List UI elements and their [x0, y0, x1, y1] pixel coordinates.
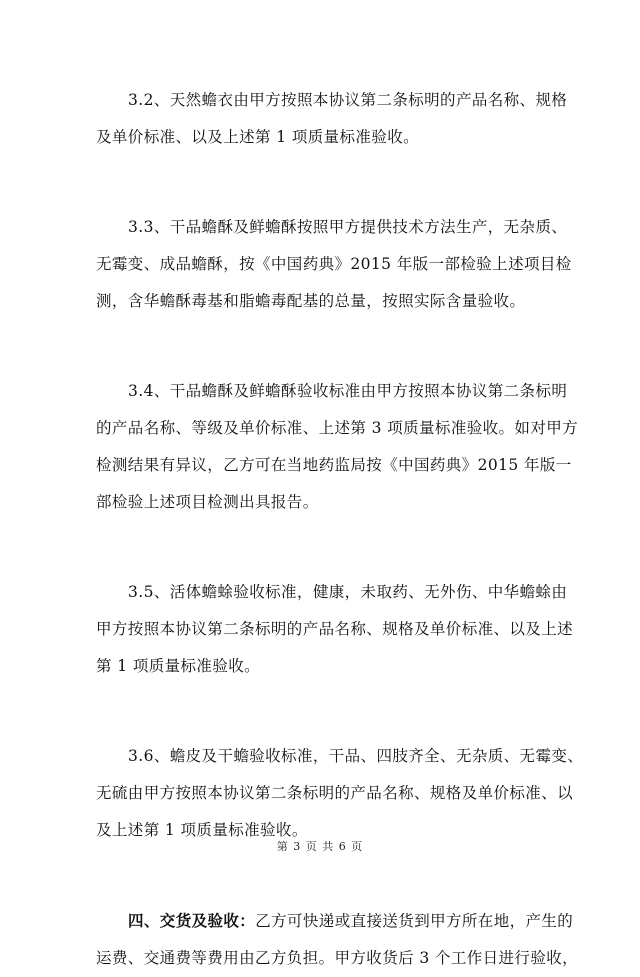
paragraph-line: 的产品名称、等级及单价标准、上述第 3 项质量标准验收。如对甲方 [96, 419, 579, 437]
section-heading: 四、交货及验收： [128, 911, 256, 930]
paragraph-line: 3.4、干品蟾酥及鲜蟾酥验收标准由甲方按照本协议第二条标明 [128, 382, 568, 400]
paragraph-gap [96, 156, 564, 209]
paragraph-line: 甲方按照本协议第二条标明的产品名称、规格及单价标准、以及上述 [96, 620, 574, 638]
paragraph-line: 3.5、活体蟾蜍验收标准，健康，未取药、无外伤、中华蟾蜍由 [128, 583, 568, 601]
paragraph-3-6 [96, 738, 584, 849]
paragraph-gap [96, 320, 564, 373]
paragraph-line [96, 902, 574, 940]
paragraph-3-2 [96, 82, 568, 156]
paragraph-line: 及上述第 1 项质量标准验收。 [96, 821, 308, 839]
paragraph-line: 及单价标准、以及上述第 1 项质量标准验收。 [96, 128, 420, 146]
paragraph-line: 第 1 项质量标准验收。 [96, 657, 261, 675]
paragraph-3-3 [96, 209, 572, 320]
paragraph-line: 测，含华蟾酥毒基和脂蟾毒配基的总量，按照实际含量验收。 [96, 292, 526, 310]
paragraph-line: 无霉变、成品蟾酥，按《中国药典》2015 年版一部检验上述项目检 [96, 255, 572, 273]
paragraph-gap [96, 685, 564, 738]
paragraph-gap [96, 521, 564, 574]
section-4-delivery [96, 902, 579, 977]
paragraph-line: 无硫由甲方按照本协议第二条标明的产品名称、规格及单价标准、以 [96, 784, 574, 802]
page-number-footer: 第 3 页 共 6 页 [276, 840, 364, 853]
paragraph-line: 检测结果有异议，乙方可在当地药监局按《中国药典》2015 年版一 [96, 456, 572, 474]
paragraph-gap [96, 849, 564, 902]
paragraph-3-4 [96, 373, 579, 521]
paragraph-line: 运费、交通费等费用由乙方负担。甲方收货后 3 个工作日进行验收， [96, 949, 579, 967]
paragraph-3-5 [96, 574, 574, 685]
paragraph-line: 部检验上述项目检测出具报告。 [96, 493, 319, 511]
paragraph-text: 乙方可快递或直接送货到甲方所在地，产生的 [255, 912, 574, 930]
paragraph-line: 3.3、干品蟾酥及鲜蟾酥按照甲方提供技术方法生产，无杂质、 [128, 218, 568, 236]
paragraph-line: 3.6、蟾皮及干蟾验收标准，干品、四肢齐全、无杂质、无霉变、 [128, 747, 584, 765]
paragraph-line: 3.2、天然蟾衣由甲方按照本协议第二条标明的产品名称、规格 [128, 91, 568, 109]
